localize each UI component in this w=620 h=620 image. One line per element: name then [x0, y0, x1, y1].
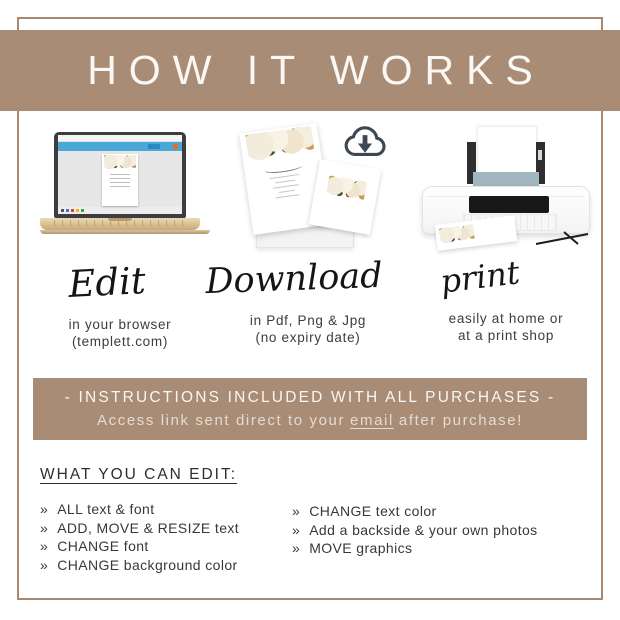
list-item: » CHANGE text color [292, 503, 437, 519]
step-print-script-label: print [438, 253, 522, 301]
taskbar-icon [71, 209, 74, 212]
printer [422, 126, 590, 248]
instructions-banner [33, 378, 587, 440]
laptop [40, 132, 200, 234]
header-band [0, 30, 620, 111]
bullet-icon: » [40, 501, 49, 517]
step-download [204, 124, 400, 346]
invitation-cards [226, 128, 390, 248]
floral-graphic [439, 224, 475, 246]
edit-list-left [40, 500, 239, 574]
template-text-lines [110, 174, 130, 190]
step-edit-caption: in your browser (templett.com) [68, 317, 172, 349]
bullet-icon: » [40, 538, 49, 554]
step-edit [28, 124, 212, 350]
template-preview [102, 154, 138, 206]
editor-canvas [58, 151, 182, 207]
list-item: » MOVE graphics [292, 540, 413, 556]
printer-image [410, 126, 602, 248]
floral-graphic [246, 126, 315, 163]
taskbar-icon [61, 209, 64, 212]
laptop-keyboard [40, 218, 200, 230]
bullet-icon: » [292, 521, 301, 538]
list-item: » Add a backside & your own photos [292, 521, 538, 538]
laptop-base [40, 230, 210, 234]
bullet-icon: » [292, 540, 301, 556]
list-item: » ADD, MOVE & RESIZE text [40, 519, 240, 536]
script-names-line [264, 162, 303, 175]
output-slot [469, 196, 549, 213]
taskbar-icon [81, 209, 84, 212]
browser-window [58, 135, 182, 214]
taskbar-icon [76, 209, 79, 212]
list-item: » CHANGE font [40, 538, 149, 554]
bullet-icon: » [40, 519, 49, 536]
laptop-screen [54, 132, 186, 218]
floral-graphic [325, 175, 367, 205]
laptop-image [28, 132, 212, 254]
edit-section-heading: WHAT YOU CAN EDIT: [40, 466, 238, 483]
step-download-caption: in Pdf, Png & Jpg (no expiry date) [249, 313, 367, 345]
instructions-banner-subtitle: Access link sent direct to your email after purchase! [97, 412, 523, 429]
step-edit-script-label: Edit [67, 259, 147, 306]
list-item: » ALL text & font [40, 501, 155, 517]
invitation-image [216, 128, 400, 250]
step-print [410, 124, 602, 344]
step-download-script-label: Download [204, 255, 384, 303]
cloud-download-icon [342, 124, 392, 164]
taskbar-icon [66, 209, 69, 212]
editor-toolbar [58, 142, 182, 151]
browser-tab-bar [58, 135, 182, 142]
bullet-icon: » [40, 556, 49, 573]
email-link[interactable]: email [350, 412, 394, 429]
bullet-icon: » [292, 503, 301, 519]
floral-graphic [104, 155, 136, 171]
list-item: » CHANGE background color [40, 556, 238, 573]
page-title: HOW IT WORKS [87, 47, 545, 93]
detail-card [309, 159, 382, 235]
step-print-caption: easily at home or at a print shop [448, 311, 564, 343]
taskbar [58, 207, 182, 214]
edit-list-right [292, 502, 538, 558]
instructions-banner-title: - INSTRUCTIONS INCLUDED WITH ALL PURCHASES - [64, 389, 556, 406]
